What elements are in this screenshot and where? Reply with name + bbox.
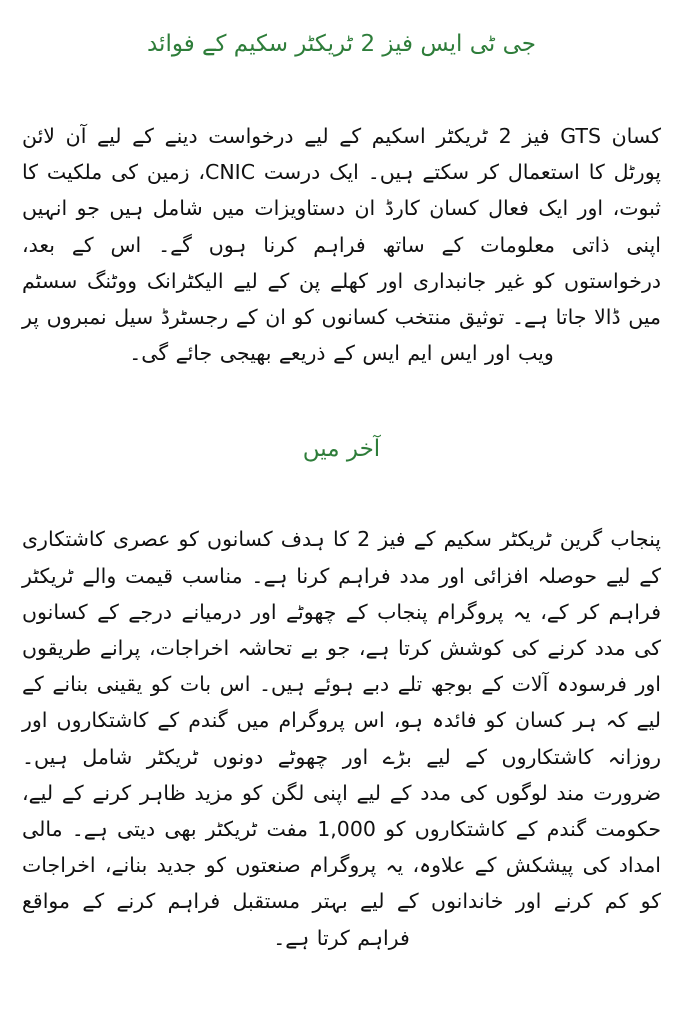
- benefits-paragraph: کسان GTS فیز 2 ٹریکٹر اسکیم کے لیے درخواست دینے کے لیے آن لائن پورٹل کا استعمال کر سکتے ہیں۔ ایک درست CNIC، زمین کی ملکیت کا ثبوت، اور ایک فعال کسان کارڈ ان دستاویزات میں شامل ہیں جو انہیں اپنی ذاتی معلومات کے ساتھ فراہم کرنا ہوں گے۔ اس کے بعد، درخواستوں کو غیر جانبداری اور کھلے پن کے لیے الیکٹرانک ووٹنگ سسٹم میں ڈالا جاتا ہے۔ توثیق منتخب کسانوں کو ان کے رجسٹرڈ سیل نمبروں پر ویب اور ایس ایم ایس کے ذریعے بھیجی جائے گی۔: [22, 124, 662, 366]
- conclusion-paragraph: پنجاب گرین ٹریکٹر سکیم کے فیز 2 کا ہدف کسانوں کو عصری کاشتکاری کے لیے حوصلہ افزائی اور مدد فراہم کرنا ہے۔ مناسب قیمت والے ٹریکٹر فراہم کر کے، یہ پروگرام پنجاب کے چھوٹے اور درمیانے درجے کے کسانوں کی مدد کرنے کی کوشش کرتا ہے، جو بے تحاشہ اخراجات، پرانے طریقوں اور فرسودہ آلات کے بوجھ تلے دبے ہوئے ہیں۔ اس بات کو یقینی بنانے کے لیے کہ ہر کسان کو فائدہ ہو، اس پروگرام میں گندم کے کاشتکاروں اور روزانہ کاشتکاروں کے لیے بڑے اور چھوٹے دونوں ٹریکٹر شامل ہیں۔ ضرورت مند لوگوں کی مدد کے لیے اپنی لگن کو مزید ظاہر کرنے کے لیے، حکومت گندم کے کاشتکاروں کو 1,000 مفت ٹریکٹر بھی دیتی ہے۔ مالی امداد کی پیشکش کے علاوہ، یہ پروگرام صنعتوں کو جدید بنانے، اخراجات کو کم کرنے اور خاندانوں کے لیے بہتر مستقبل فراہم کرنے کے مواقع فراہم کرتا ہے۔: [22, 527, 662, 950]
- section-heading-benefits: جی ٹی ایس فیز 2 ٹریکٹر سکیم کے فوائد: [146, 31, 537, 57]
- section-heading-conclusion: آخر میں: [302, 436, 381, 463]
